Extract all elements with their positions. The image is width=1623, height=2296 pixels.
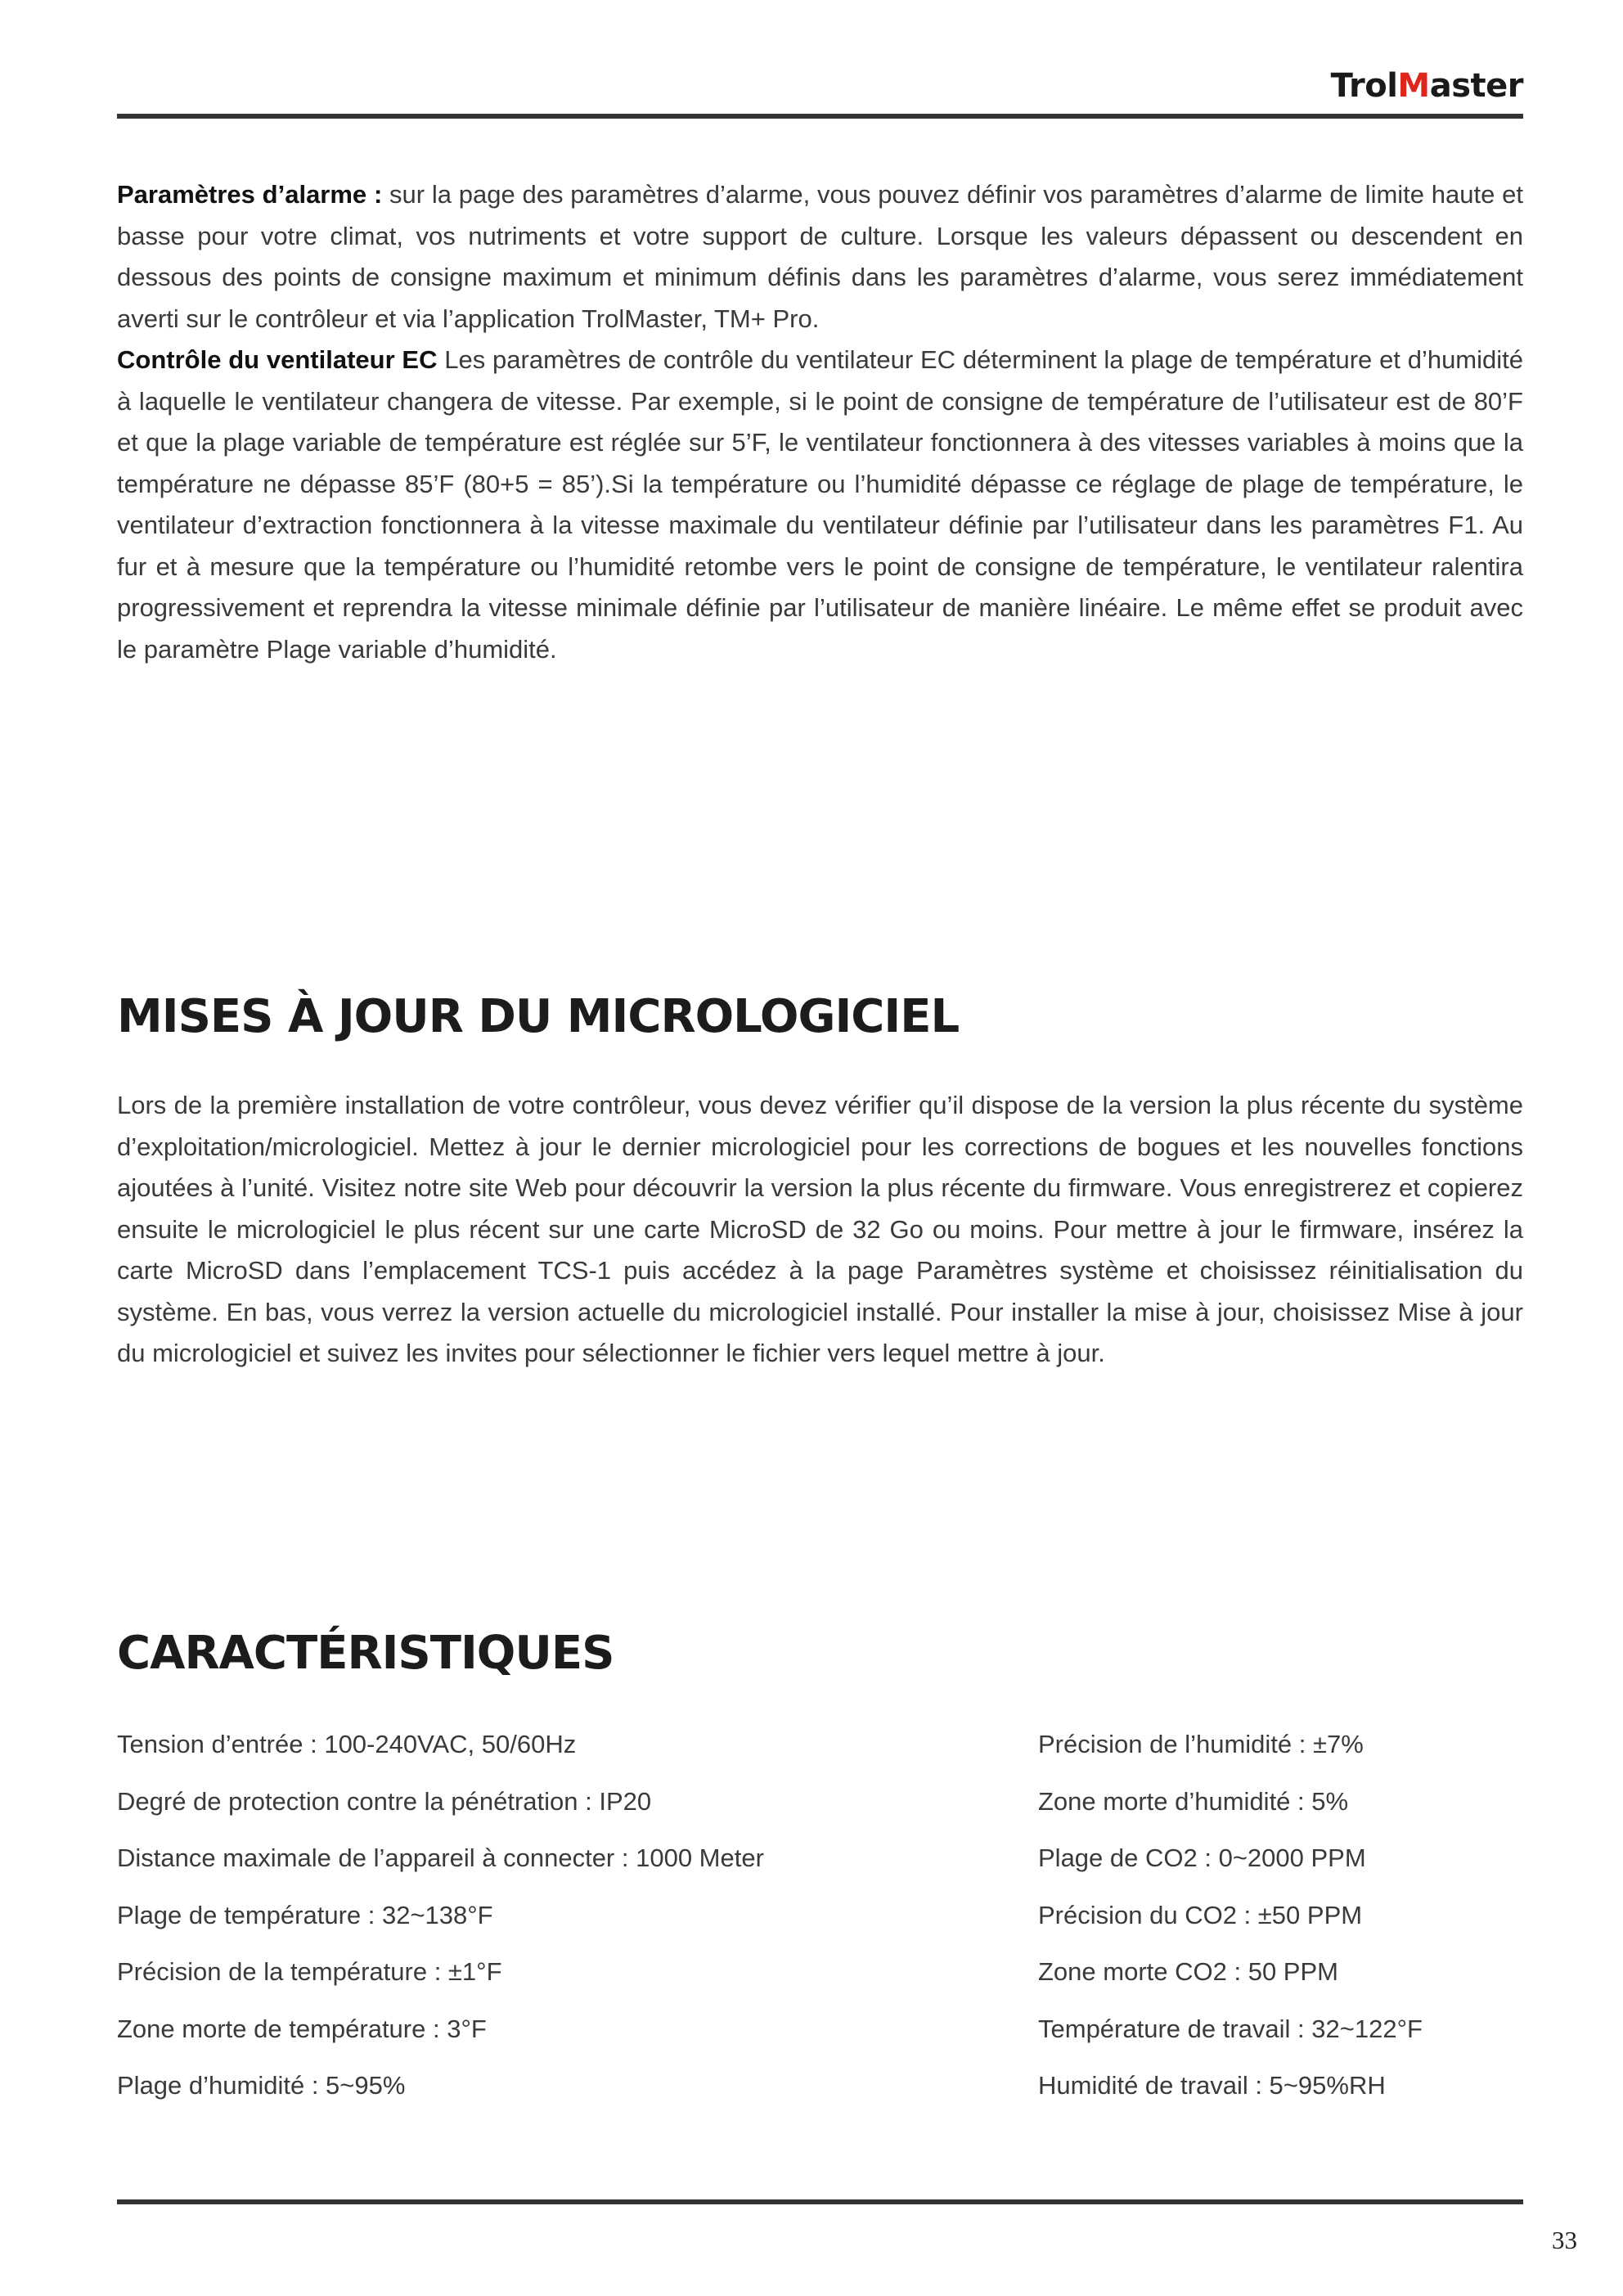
firmware-text: Lors de la première installation de votre contrôleur, vous devez vérifier qu’il dispose de la version la plus récente du système d’exploitation/micrologiciel. Mettez à jour le dernier micrologiciel pour les corrections de bogues et les nouvelles fonctions ajoutées à l’unité. Visitez notre site Web pour découvrir la version la plus récente du firmware. Vous enregistrerez et copierez ensuite le micrologiciel le plus récent sur une carte MicroSD de 32 Go ou moins. Pour mettre à jour le firmware, insérez la carte MicroSD dans l’emplacement TCS-1 puis accédez à la page Paramètres système et choisissez réinitialisation du système. En bas, vous verrez la version actuelle du micrologiciel installé. Pour installer la mise à jour, choisissez Mise à jour du micrologiciel et suivez les invites pour sélectionner le fichier vers lequel mettre à jour.: [117, 1091, 1523, 1367]
specs-section-title: CARACTÉRISTIQUES: [117, 1627, 614, 1680]
specs-list-right: [1038, 1716, 1423, 2114]
logo-text-aster: aster: [1429, 67, 1523, 105]
spec-item: Température de travail : 32~122°F: [1038, 2014, 1423, 2043]
header-divider: [117, 114, 1523, 119]
spec-item: Degré de protection contre la pénétration : IP20: [117, 1786, 652, 1816]
specs-list-left: [117, 1716, 764, 2114]
spec-item: Précision du CO2 : ±50 PPM: [1038, 1900, 1363, 1929]
alarm-settings-term: Paramètres d’alarme :: [117, 180, 383, 209]
spec-item: Distance maximale de l’appareil à connecter : 1000 Meter: [117, 1844, 764, 1872]
page-number: 33: [1552, 2226, 1577, 2254]
logo-text-m: M: [1397, 67, 1430, 105]
firmware-section-title: MISES À JOUR DU MICROLOGICIEL: [117, 990, 960, 1043]
trolmaster-logo: [1331, 65, 1523, 106]
firmware-paragraph: [117, 1085, 1523, 1375]
ec-fan-text: Les paramètres de contrôle du ventilateur EC déterminent la plage de température et d’humidité à laquelle le ventilateur changera de vitesse. Par exemple, si le point de consigne de température de l’utilisateur est de 80’F et que la plage variable de température est réglée sur 5’F, le ventilateur fonctionnera à des vitesses variables à moins que la température ne dépasse 85’F (80+5 = 85’).Si la température ou l’humidité dépasse ce réglage de plage de température, le ventilateur d’extraction fonctionnera à la vitesse maximale du ventilateur définie par l’utilisateur dans les paramètres F1. Au fur et à mesure que la température ou l’humidité retombe vers le point de consigne de température, le ventilateur ralentira progressivement et reprendra la vitesse minimale définie par l’utilisateur de manière linéaire. Le même effet se produit avec le paramètre Plage variable d’humidité.: [117, 345, 1523, 664]
spec-item: Humidité de travail : 5~95%RH: [1038, 2071, 1386, 2100]
spec-item: Zone morte d’humidité : 5%: [1038, 1786, 1349, 1816]
alarm-settings-paragraph: [117, 174, 1523, 340]
spec-item: Précision de la température : ±1°F: [117, 1957, 502, 1986]
spec-item: Plage d’humidité : 5~95%: [117, 2071, 406, 2100]
spec-item: Tension d’entrée : 100-240VAC, 50/60Hz: [117, 1730, 577, 1758]
ec-fan-paragraph: [117, 340, 1523, 670]
settings-description: [117, 174, 1523, 670]
logo-text-trol: Trol: [1330, 67, 1398, 105]
spec-item: Précision de l’humidité : ±7%: [1038, 1730, 1364, 1758]
footer-divider: [117, 2199, 1523, 2204]
spec-item: Zone morte de température : 3°F: [117, 2014, 487, 2043]
spec-item: Plage de CO2 : 0~2000 PPM: [1038, 1844, 1366, 1872]
ec-fan-term: Contrôle du ventilateur EC: [117, 345, 438, 374]
spec-item: Zone morte CO2 : 50 PPM: [1038, 1957, 1338, 1986]
spec-item: Plage de température : 32~138°F: [117, 1900, 493, 1929]
alarm-settings-text: sur la page des paramètres d’alarme, vous pouvez définir vos paramètres d’alarme de limite haute et basse pour votre climat, vos nutriments et votre support de culture. Lorsque les valeurs dépassent ou descendent en dessous des points de consigne maximum et minimum définis dans les paramètres d’alarme, vous serez immédiatement averti sur le contrôleur et via l’application TrolMaster, TM+ Pro.: [117, 180, 1523, 333]
